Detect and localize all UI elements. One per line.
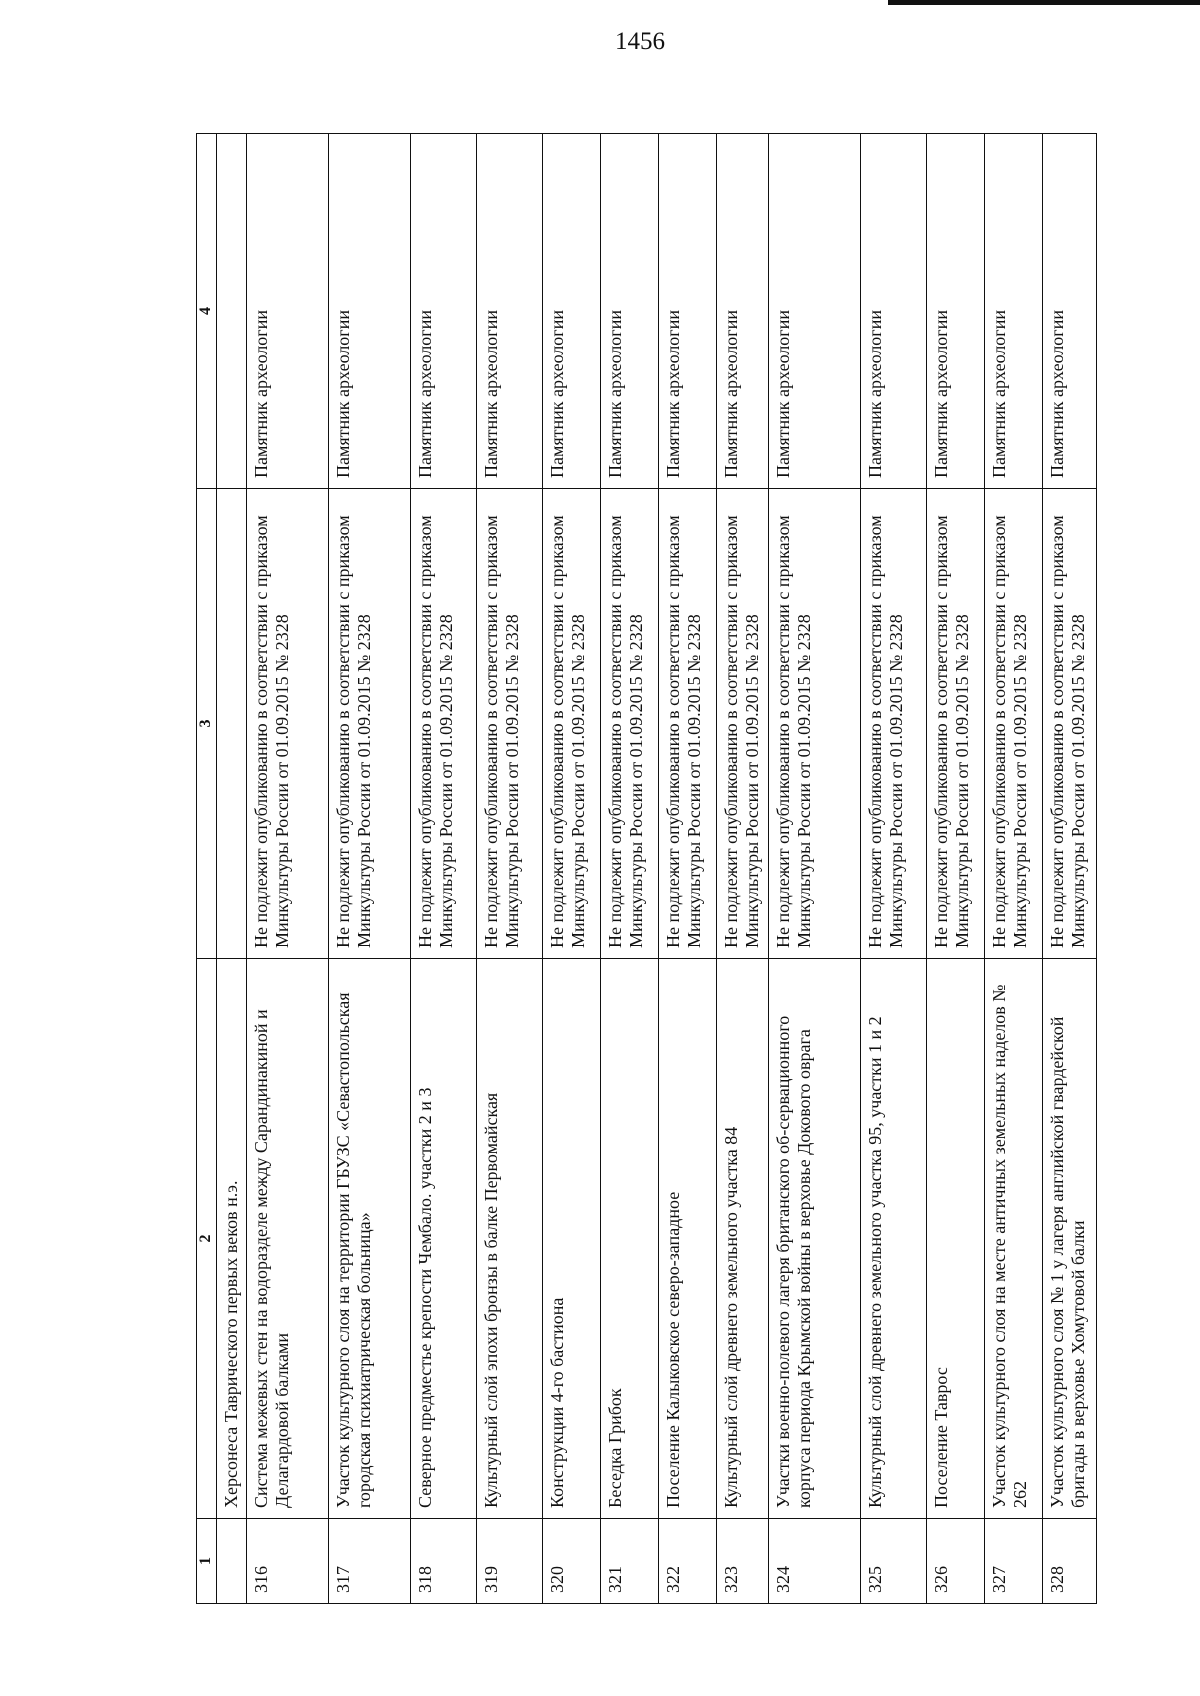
section-number-cell bbox=[217, 1519, 247, 1604]
object-category: Памятник археологии bbox=[659, 134, 717, 489]
column-header-1: 1 bbox=[197, 1519, 217, 1604]
object-name: Участки военно-полевого лагеря британского об-сервационного корпуса периода Крымской войны в верховье Докового оврага bbox=[769, 959, 861, 1519]
row-number: 326 bbox=[927, 1519, 985, 1604]
object-name: Культурный слой древнего земельного участка 84 bbox=[717, 959, 769, 1519]
publication-note: Не подлежит опубликованию в соответствии с приказом Минкультуры России от 01.09.2015 № 2328 bbox=[329, 489, 411, 959]
table-row bbox=[411, 134, 477, 1604]
object-category: Памятник археологии bbox=[601, 134, 659, 489]
row-number: 322 bbox=[659, 1519, 717, 1604]
section-note-cell bbox=[217, 489, 247, 959]
object-name: Участок культурного слоя на месте античных земельных наделов № 262 bbox=[985, 959, 1043, 1519]
table-row bbox=[543, 134, 601, 1604]
publication-note: Не подлежит опубликованию в соответствии с приказом Минкультуры России от 01.09.2015 № 2328 bbox=[861, 489, 927, 959]
section-category-cell bbox=[217, 134, 247, 489]
object-category: Памятник археологии bbox=[411, 134, 477, 489]
table-row bbox=[329, 134, 411, 1604]
row-number: 319 bbox=[477, 1519, 543, 1604]
table-row bbox=[1043, 134, 1097, 1604]
table-row bbox=[985, 134, 1043, 1604]
object-category: Памятник археологии bbox=[329, 134, 411, 489]
section-title: Херсонеса Таврического первых веков н.э. bbox=[217, 959, 247, 1519]
table-row bbox=[861, 134, 927, 1604]
object-name: Конструкции 4-го бастиона bbox=[543, 959, 601, 1519]
object-name: Система межевых стен на водоразделе между Сарандинакиной и Делагардовой балками bbox=[247, 959, 329, 1519]
section-row bbox=[217, 134, 247, 1604]
table-row bbox=[927, 134, 985, 1604]
column-header-4: 4 bbox=[197, 134, 217, 489]
object-category: Памятник археологии bbox=[769, 134, 861, 489]
object-category: Памятник археологии bbox=[717, 134, 769, 489]
object-category: Памятник археологии bbox=[247, 134, 329, 489]
table-row bbox=[659, 134, 717, 1604]
table-row bbox=[601, 134, 659, 1604]
publication-note: Не подлежит опубликованию в соответствии с приказом Минкультуры России от 01.09.2015 № 2328 bbox=[769, 489, 861, 959]
object-category: Памятник археологии bbox=[1043, 134, 1097, 489]
table-row bbox=[247, 134, 329, 1604]
object-name: Поселение Калыковское северо-западное bbox=[659, 959, 717, 1519]
row-number: 325 bbox=[861, 1519, 927, 1604]
object-category: Памятник археологии bbox=[543, 134, 601, 489]
object-name: Культурный слой эпохи бронзы в балке Первомайская bbox=[477, 959, 543, 1519]
row-number: 317 bbox=[329, 1519, 411, 1604]
publication-note: Не подлежит опубликованию в соответствии с приказом Минкультуры России от 01.09.2015 № 2328 bbox=[717, 489, 769, 959]
publication-note: Не подлежит опубликованию в соответствии с приказом Минкультуры России от 01.09.2015 № 2328 bbox=[477, 489, 543, 959]
column-header-3: 3 bbox=[197, 489, 217, 959]
column-header-2: 2 bbox=[197, 959, 217, 1519]
publication-note: Не подлежит опубликованию в соответствии с приказом Минкультуры России от 01.09.2015 № 2328 bbox=[985, 489, 1043, 959]
object-category: Памятник археологии bbox=[927, 134, 985, 489]
object-category: Памятник археологии bbox=[477, 134, 543, 489]
row-number: 321 bbox=[601, 1519, 659, 1604]
object-category: Памятник археологии bbox=[985, 134, 1043, 489]
row-number: 327 bbox=[985, 1519, 1043, 1604]
page-number: 1456 bbox=[615, 28, 665, 55]
row-number: 320 bbox=[543, 1519, 601, 1604]
table-row bbox=[477, 134, 543, 1604]
publication-note: Не подлежит опубликованию в соответствии с приказом Минкультуры России от 01.09.2015 № 2328 bbox=[1043, 489, 1097, 959]
row-number: 328 bbox=[1043, 1519, 1097, 1604]
object-name: Участок культурного слоя на территории ГБУЗС «Севастопольская городская психиатрическая больница» bbox=[329, 959, 411, 1519]
row-number: 323 bbox=[717, 1519, 769, 1604]
row-number: 324 bbox=[769, 1519, 861, 1604]
publication-note: Не подлежит опубликованию в соответствии с приказом Минкультуры России от 01.09.2015 № 2328 bbox=[601, 489, 659, 959]
object-name: Участок культурного слоя № 1 у лагеря английской гвардейской бригады в верховье Хомутовой балки bbox=[1043, 959, 1097, 1519]
rotated-table-wrapper bbox=[196, 134, 1096, 1604]
object-name: Беседка Грибок bbox=[601, 959, 659, 1519]
table-row bbox=[769, 134, 861, 1604]
object-name: Культурный слой древнего земельного участка 95, участки 1 и 2 bbox=[861, 959, 927, 1519]
publication-note: Не подлежит опубликованию в соответствии с приказом Минкультуры России от 01.09.2015 № 2328 bbox=[659, 489, 717, 959]
publication-note: Не подлежит опубликованию в соответствии с приказом Минкультуры России от 01.09.2015 № 2328 bbox=[927, 489, 985, 959]
object-category: Памятник археологии bbox=[861, 134, 927, 489]
publication-note: Не подлежит опубликованию в соответствии с приказом Минкультуры России от 01.09.2015 № 2328 bbox=[411, 489, 477, 959]
publication-note: Не подлежит опубликованию в соответствии с приказом Минкультуры России от 01.09.2015 № 2328 bbox=[247, 489, 329, 959]
object-name: Северное предместье крепости Чембало. участки 2 и 3 bbox=[411, 959, 477, 1519]
row-number: 316 bbox=[247, 1519, 329, 1604]
object-name: Поселение Таврос bbox=[927, 959, 985, 1519]
monuments-table bbox=[196, 133, 1097, 1604]
table-row bbox=[717, 134, 769, 1604]
publication-note: Не подлежит опубликованию в соответствии с приказом Минкультуры России от 01.09.2015 № 2328 bbox=[543, 489, 601, 959]
row-number: 318 bbox=[411, 1519, 477, 1604]
header-row bbox=[197, 134, 217, 1604]
top-rule bbox=[888, 0, 1200, 5]
